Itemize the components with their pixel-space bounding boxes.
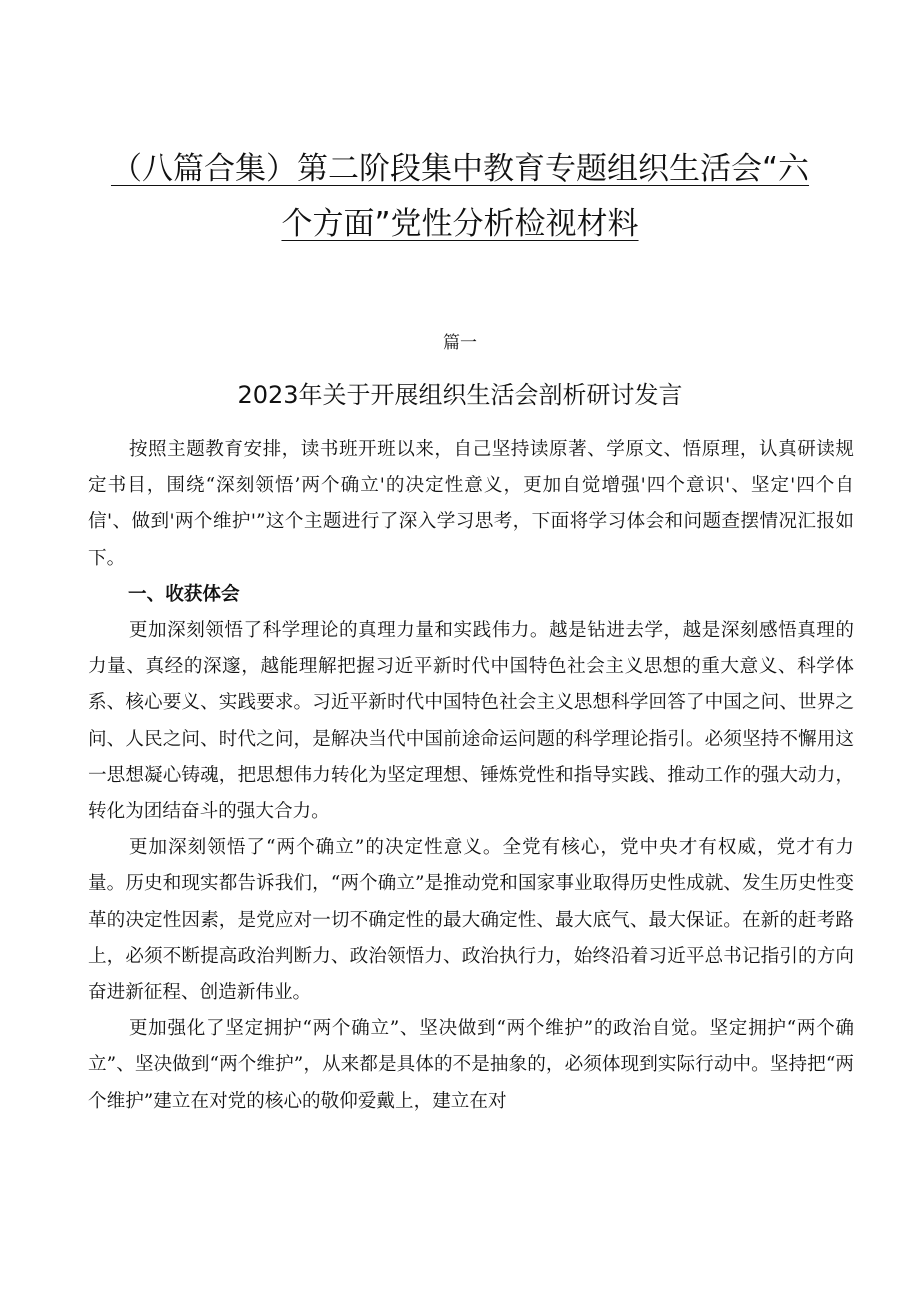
body-paragraph-3: 更加强化了坚定拥护“两个确立”、坚决做到“两个维护”的政治自觉。坚定拥护“两个确立”、坚决做到“两个维护”，从来都是具体的不是抽象的，必须体现到实际行动中。坚持把“两个维护”建立在对党的核心的敬仰爱戴上，建立在对	[88, 1018, 854, 1112]
document-title-line-2: 个方面”党性分析检视材料	[281, 206, 639, 242]
intro-paragraph: 按照主题教育安排，读书班开班以来，自己坚持读原著、学原文、悟原理，认真研读规定书目，围绕“深刻领悟’两个确立'的决定性意义，更加自觉增强'四个意识'、坚定'四个自信'、做到'两个维护'”这个主题进行了深入学习思考，下面将学习体会和问题查摆情况汇报如下。	[88, 439, 854, 569]
document-body	[88, 432, 854, 1120]
document-title-line-1: （八篇合集）第二阶段集中教育专题组织生活会“六	[110, 151, 810, 187]
section-heading: 2023年关于开展组织生活会剖析研讨发言	[237, 381, 683, 409]
body-paragraph-2: 更加深刻领悟了“两个确立”的决定性意义。全党有核心，党中央才有权威，党才有力量。历史和现实都告诉我们，“两个确立”是推动党和国家事业取得历史性成就、发生历史性变革的决定性因素，是党应对一切不确定性的最大确定性、最大底气、最大保证。在新的赶考路上，必须不断提高政治判断力、政治领悟力、政治执行力，始终沿着习近平总书记指引的方向奋进新征程、创造新伟业。	[88, 837, 854, 1004]
section-label: 篇一	[443, 333, 477, 353]
body-paragraph-1: 更加深刻领悟了科学理论的真理力量和实践伟力。越是钻进去学，越是深刻感悟真理的力量、真经的深邃，越能理解把握习近平新时代中国特色社会主义思想的重大意义、科学体系、核心要义、实践要求。习近平新时代中国特色社会主义思想科学回答了中国之问、世界之问、人民之问、时代之问，是解决当代中国前途命运问题的科学理论指引。必须坚持不懈用这一思想凝心铸魂，把思想伟力转化为坚定理想、锤炼党性和指导实践、推动工作的强大动力，转化为团结奋斗的强大合力。	[88, 620, 854, 823]
subheading-harvest: 一、收获体会	[128, 583, 240, 605]
